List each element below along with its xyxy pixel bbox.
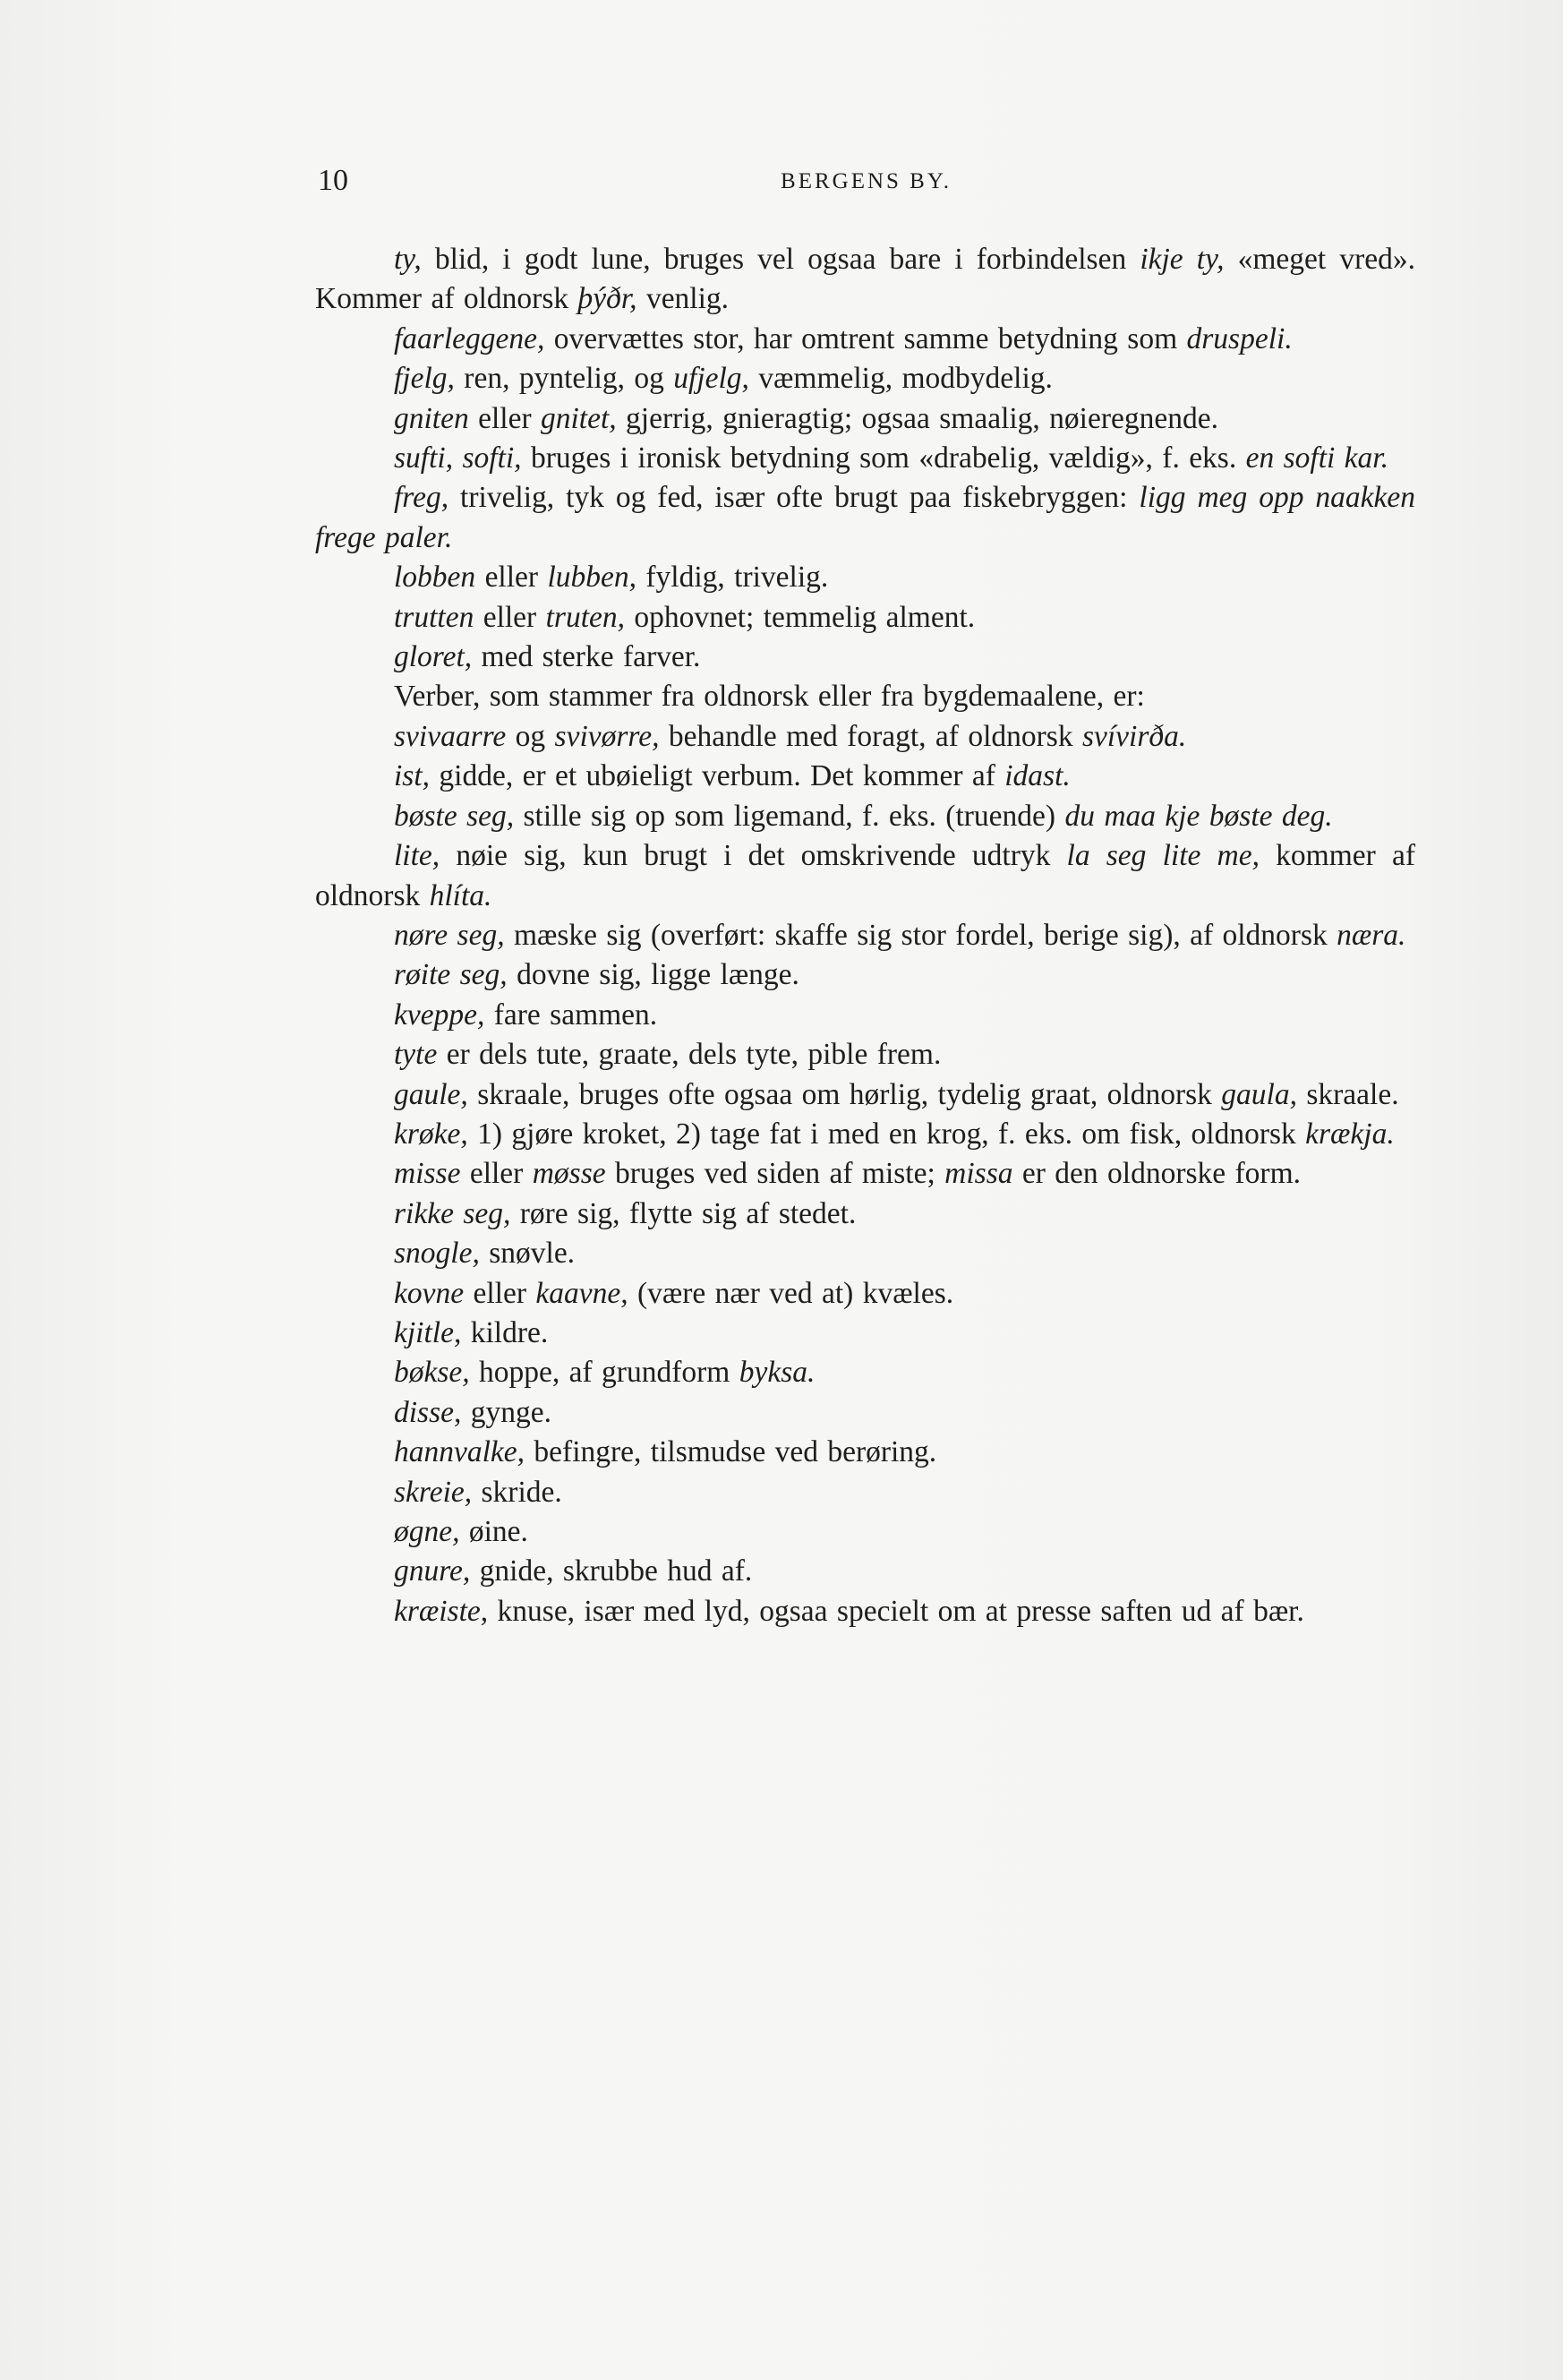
definition: Verber, som stammer fra oldnorsk eller fra bygdemaalene, er: xyxy=(394,680,1145,714)
term: kaavne, xyxy=(535,1276,628,1310)
term: næra. xyxy=(1337,918,1406,952)
definition: befingre, tilsmudse ved berøring. xyxy=(525,1435,937,1469)
entry xyxy=(315,399,1415,439)
term: bøste seg, xyxy=(394,799,515,833)
definition: dovne sig, ligge længe. xyxy=(507,958,799,992)
entry xyxy=(315,1393,1415,1433)
term: krækja. xyxy=(1305,1117,1395,1151)
definition: skraale. xyxy=(1296,1077,1399,1111)
definition: blid, i godt lune, bruges vel ogsaa bare i forbindelsen xyxy=(421,243,1140,276)
definition: skraale, bruges ofte ogsaa om hørlig, tydelig graat, oldnorsk xyxy=(467,1077,1222,1111)
entry xyxy=(315,1353,1415,1392)
entry xyxy=(315,1314,1415,1353)
definition: knuse, især med lyd, ogsaa specielt om at presse saften ud af bær. xyxy=(488,1594,1304,1628)
term: misse xyxy=(394,1157,461,1191)
definition: gjerrig, gnieragtig; ogsaa smaalig, nøieregnende. xyxy=(616,401,1219,435)
definition: nøie sig, kun brugt i det omskrivende udtryk xyxy=(440,839,1067,873)
entry xyxy=(315,1234,1415,1273)
term: þýðr, xyxy=(577,282,637,316)
term: rikke seg, xyxy=(394,1196,511,1230)
entry xyxy=(315,1154,1415,1194)
term: gnure, xyxy=(394,1554,471,1588)
term: lite, xyxy=(394,839,440,873)
entry xyxy=(315,836,1415,916)
term: kjitle, xyxy=(394,1315,462,1349)
definition xyxy=(453,441,462,475)
definition: hoppe, af grundform xyxy=(469,1356,739,1390)
term: idast. xyxy=(1004,759,1071,793)
term: kveppe, xyxy=(394,997,485,1032)
definition: 1) gjøre kroket, 2) tage fat i med en krog, f. eks. om fisk, oldnorsk xyxy=(467,1117,1306,1151)
section-intro xyxy=(315,677,1415,716)
term: kræiste, xyxy=(394,1594,489,1628)
definition: fare sammen. xyxy=(484,997,658,1032)
definition: kildre. xyxy=(461,1315,549,1349)
entry xyxy=(315,1433,1415,1472)
definition: ophovnet; temmelig alment. xyxy=(625,600,976,634)
term: gniten xyxy=(394,401,469,435)
definition: fyldig, trivelig. xyxy=(636,561,829,595)
term: disse, xyxy=(394,1395,462,1429)
term: nøre seg, xyxy=(394,918,505,952)
term: svivaarre xyxy=(394,719,507,753)
entry xyxy=(315,916,1415,955)
entry xyxy=(315,757,1415,796)
term: skreie, xyxy=(394,1475,473,1509)
term: gaule, xyxy=(394,1077,468,1111)
term: kovne xyxy=(394,1276,465,1310)
entry xyxy=(315,955,1415,995)
definition: «meget vred». Kommer af oldnorsk xyxy=(315,243,1415,316)
definition: snøvle. xyxy=(479,1237,576,1271)
term: røite seg, xyxy=(394,958,508,992)
term: truten, xyxy=(545,600,625,634)
definition: bruges i ironisk betydning som «drabelig, vældig», f. eks. xyxy=(521,441,1246,475)
entry xyxy=(315,598,1415,638)
definition: mæske sig (overført: skaffe sig stor fordel, berige sig), af oldnorsk xyxy=(504,918,1337,952)
term: gaula, xyxy=(1221,1077,1297,1111)
definition: bruges ved siden af miste; xyxy=(605,1157,945,1191)
definition: er dels tute, graate, dels tyte, pible frem. xyxy=(437,1038,942,1072)
term: bøkse, xyxy=(394,1356,470,1390)
definition: gidde, er et ubøieligt verbum. Det kommer af xyxy=(430,759,1005,793)
entry xyxy=(315,1035,1415,1074)
entry xyxy=(315,240,1415,320)
term: snogle, xyxy=(394,1237,480,1271)
entry xyxy=(315,1592,1415,1631)
definition: overvættes stor, har omtrent samme betydning som xyxy=(544,321,1187,355)
definition: gnide, skrubbe hud af. xyxy=(470,1554,753,1588)
definition: eller xyxy=(474,600,546,634)
definition: (være nær ved at) kvæles. xyxy=(628,1276,954,1310)
term: lubben, xyxy=(547,561,637,595)
entry xyxy=(315,638,1415,677)
definition: eller xyxy=(464,1276,536,1310)
definition: eller xyxy=(460,1157,533,1191)
entry xyxy=(315,1473,1415,1512)
term: druspeli. xyxy=(1186,321,1293,355)
entry xyxy=(315,1512,1415,1552)
term: gnitet, xyxy=(541,401,617,435)
definition: røre sig, flytte sig af stedet. xyxy=(510,1196,857,1230)
term: tyte xyxy=(394,1038,438,1072)
term: freg, xyxy=(394,481,449,515)
term: krøke, xyxy=(394,1117,468,1151)
entry xyxy=(315,996,1415,1035)
term: lobben xyxy=(394,561,476,595)
term: møsse xyxy=(532,1157,606,1191)
term: missa xyxy=(944,1157,1013,1191)
definition: øine. xyxy=(459,1515,528,1548)
entry xyxy=(315,1194,1415,1234)
definition: behandle med foragt, af oldnorsk xyxy=(659,719,1082,753)
term: trutten xyxy=(394,600,474,634)
entry xyxy=(315,320,1415,359)
term: ty, xyxy=(394,243,422,276)
term: fjelg, xyxy=(394,362,455,396)
entry xyxy=(315,797,1415,836)
entry xyxy=(315,1115,1415,1154)
term: la seg lite me, xyxy=(1066,839,1260,873)
term: softi, xyxy=(462,441,522,475)
entry xyxy=(315,478,1415,558)
term: du maa kje bøste deg. xyxy=(1064,799,1333,833)
term: en softi kar. xyxy=(1245,441,1389,475)
term: sufti, xyxy=(394,441,454,475)
term: svívirða. xyxy=(1081,719,1187,753)
entry xyxy=(315,1075,1415,1115)
term: svivørre, xyxy=(554,719,660,753)
definition: eller xyxy=(468,401,541,435)
term: øgne, xyxy=(394,1515,460,1548)
page-header xyxy=(318,164,1414,209)
dictionary-text xyxy=(315,240,1415,1631)
definition: ren, pyntelig, og xyxy=(454,362,674,396)
definition: venlig. xyxy=(636,282,730,316)
entry xyxy=(315,1274,1415,1314)
term: gloret, xyxy=(394,640,473,674)
term: ufjelg, xyxy=(673,362,749,396)
entry xyxy=(315,717,1415,757)
term: hlíta. xyxy=(429,878,492,912)
definition: eller xyxy=(475,561,548,595)
term: ist, xyxy=(394,759,431,793)
definition: væmmelig, modbydelig. xyxy=(748,362,1053,396)
term: ikje ty, xyxy=(1140,243,1225,276)
term: faarleggene, xyxy=(394,321,545,355)
definition: med sterke farver. xyxy=(472,640,701,674)
definition: gynge. xyxy=(461,1395,551,1429)
definition: stille sig op som ligemand, f. eks. (truende) xyxy=(514,799,1065,833)
term: hannvalke, xyxy=(394,1435,525,1469)
definition: kommer af oldnorsk xyxy=(315,839,1415,912)
running-head: BERGENS BY. xyxy=(781,169,952,193)
entry xyxy=(315,1552,1415,1591)
entry xyxy=(315,558,1415,597)
entry xyxy=(315,439,1415,478)
definition: skride. xyxy=(472,1475,562,1509)
definition: trivelig, tyk og fed, især ofte brugt paa fiskebryggen: xyxy=(448,481,1140,515)
definition: er den oldnorske form. xyxy=(1012,1157,1302,1191)
term: ligg meg opp naakken frege paler. xyxy=(315,481,1415,554)
entry xyxy=(315,359,1415,398)
page-number: 10 xyxy=(318,164,348,197)
definition: og xyxy=(506,719,555,753)
term: byksa. xyxy=(739,1356,816,1390)
